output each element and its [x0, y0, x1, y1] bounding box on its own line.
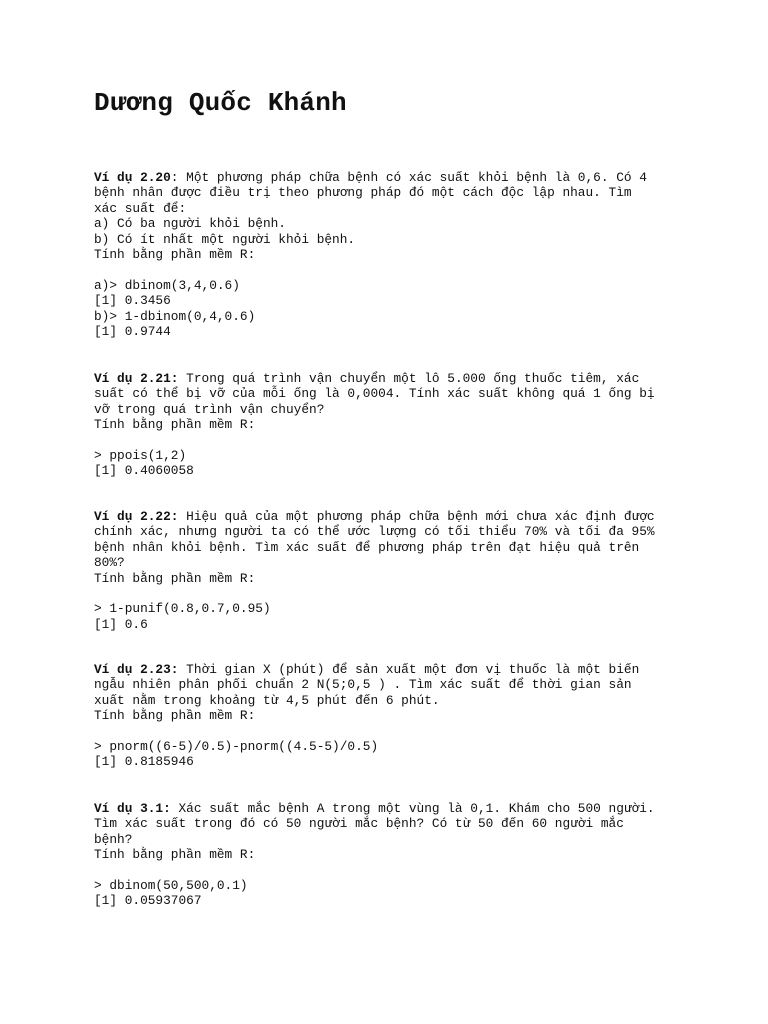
example-label: Ví dụ 2.21:	[94, 371, 179, 386]
code-line: > dbinom(50,500,0.1)	[94, 877, 248, 893]
example-text-line: Hiệu quả của một phương pháp chữa bệnh mới chưa xác định được	[178, 509, 655, 524]
code-output-line: [1] 0.3456	[94, 293, 171, 309]
example-text-line: Tìm xác suất trong đó có 50 người mắc bệnh? Có từ 50 đến 60 người mắc	[94, 816, 624, 832]
example-2-22	[94, 509, 694, 632]
example-text-line: Xác suất mắc bệnh A trong một vùng là 0,1. Khám cho 500 người.	[170, 801, 655, 816]
code-line: b)> 1-dbinom(0,4,0.6)	[94, 308, 256, 324]
code-line: > 1-punif(0.8,0.7,0.95)	[94, 601, 271, 617]
example-text-line: xác suất để:	[94, 200, 187, 216]
example-text-line: ngẫu nhiên phân phối chuẩn 2 N(5;0,5 ) . Tìm xác suất để thời gian sản	[94, 677, 632, 693]
example-2-23	[94, 662, 694, 770]
example-text-line: Tính bằng phần mềm R:	[94, 570, 256, 586]
code-output-line: [1] 0.4060058	[94, 463, 194, 479]
example-label: Ví dụ 2.22:	[94, 509, 179, 524]
example-label-separator: :	[170, 170, 179, 185]
code-line: > pnorm((6-5)/0.5)-pnorm((4.5-5)/0.5)	[94, 738, 379, 754]
example-text-line: Tính bằng phần mềm R:	[94, 417, 256, 433]
example-text-line: bệnh?	[94, 831, 133, 847]
example-text-line: 80%?	[94, 555, 125, 571]
example-2-20	[94, 170, 694, 339]
example-label: Ví dụ 3.1:	[94, 801, 171, 816]
example-first-line	[94, 371, 694, 386]
example-text-line: b) Có ít nhất một người khỏi bệnh.	[94, 231, 356, 247]
page-title: Dương Quốc Khánh	[94, 88, 347, 118]
example-first-line	[94, 801, 694, 816]
example-text-line: a) Có ba người khỏi bệnh.	[94, 216, 286, 232]
example-first-line	[94, 509, 694, 524]
example-text-line: Tính bằng phần mềm R:	[94, 708, 256, 724]
code-line: > ppois(1,2)	[94, 447, 187, 463]
code-output-line: [1] 0.8185946	[94, 754, 194, 770]
example-first-line	[94, 170, 694, 185]
example-text-line: suất có thể bị vỡ của mỗi ống là 0,0004. Tính xác suất không quá 1 ống bị	[94, 386, 655, 402]
example-text-line: bệnh nhân khỏi bệnh. Tìm xác suất để phương pháp trên đạt hiệu quả trên	[94, 539, 640, 555]
example-text-line: Tính bằng phần mềm R:	[94, 847, 256, 863]
example-text-line: chính xác, nhưng người ta có thể ước lượng có tối thiểu 70% và tối đa 95%	[94, 524, 655, 540]
example-text-line: Thời gian X (phút) để sản xuất một đơn vị thuốc là một biến	[178, 662, 640, 677]
example-text-line: xuất nằm trong khoảng từ 4,5 phút đến 6 phút.	[94, 692, 440, 708]
example-text-line: vỡ trong quá trình vận chuyển?	[94, 401, 325, 417]
code-line: a)> dbinom(3,4,0.6)	[94, 277, 240, 293]
example-2-21	[94, 371, 694, 479]
example-text-line: Tính bằng phần mềm R:	[94, 246, 256, 262]
example-text-line: Một phương pháp chữa bệnh có xác suất khỏi bệnh là 0,6. Có 4	[178, 170, 647, 185]
code-output-line: [1] 0.05937067	[94, 893, 202, 909]
example-text-line: Trong quá trình vận chuyển một lô 5.000 ống thuốc tiêm, xác	[178, 371, 640, 386]
example-3-1	[94, 801, 694, 909]
example-label: Ví dụ 2.23:	[94, 662, 179, 677]
example-label: Ví dụ 2.20	[94, 170, 171, 185]
example-first-line	[94, 662, 694, 677]
example-text-line: bệnh nhân được điều trị theo phương pháp đó một cách độc lập nhau. Tìm	[94, 185, 632, 201]
code-output-line: [1] 0.6	[94, 616, 148, 632]
code-output-line: [1] 0.9744	[94, 323, 171, 339]
